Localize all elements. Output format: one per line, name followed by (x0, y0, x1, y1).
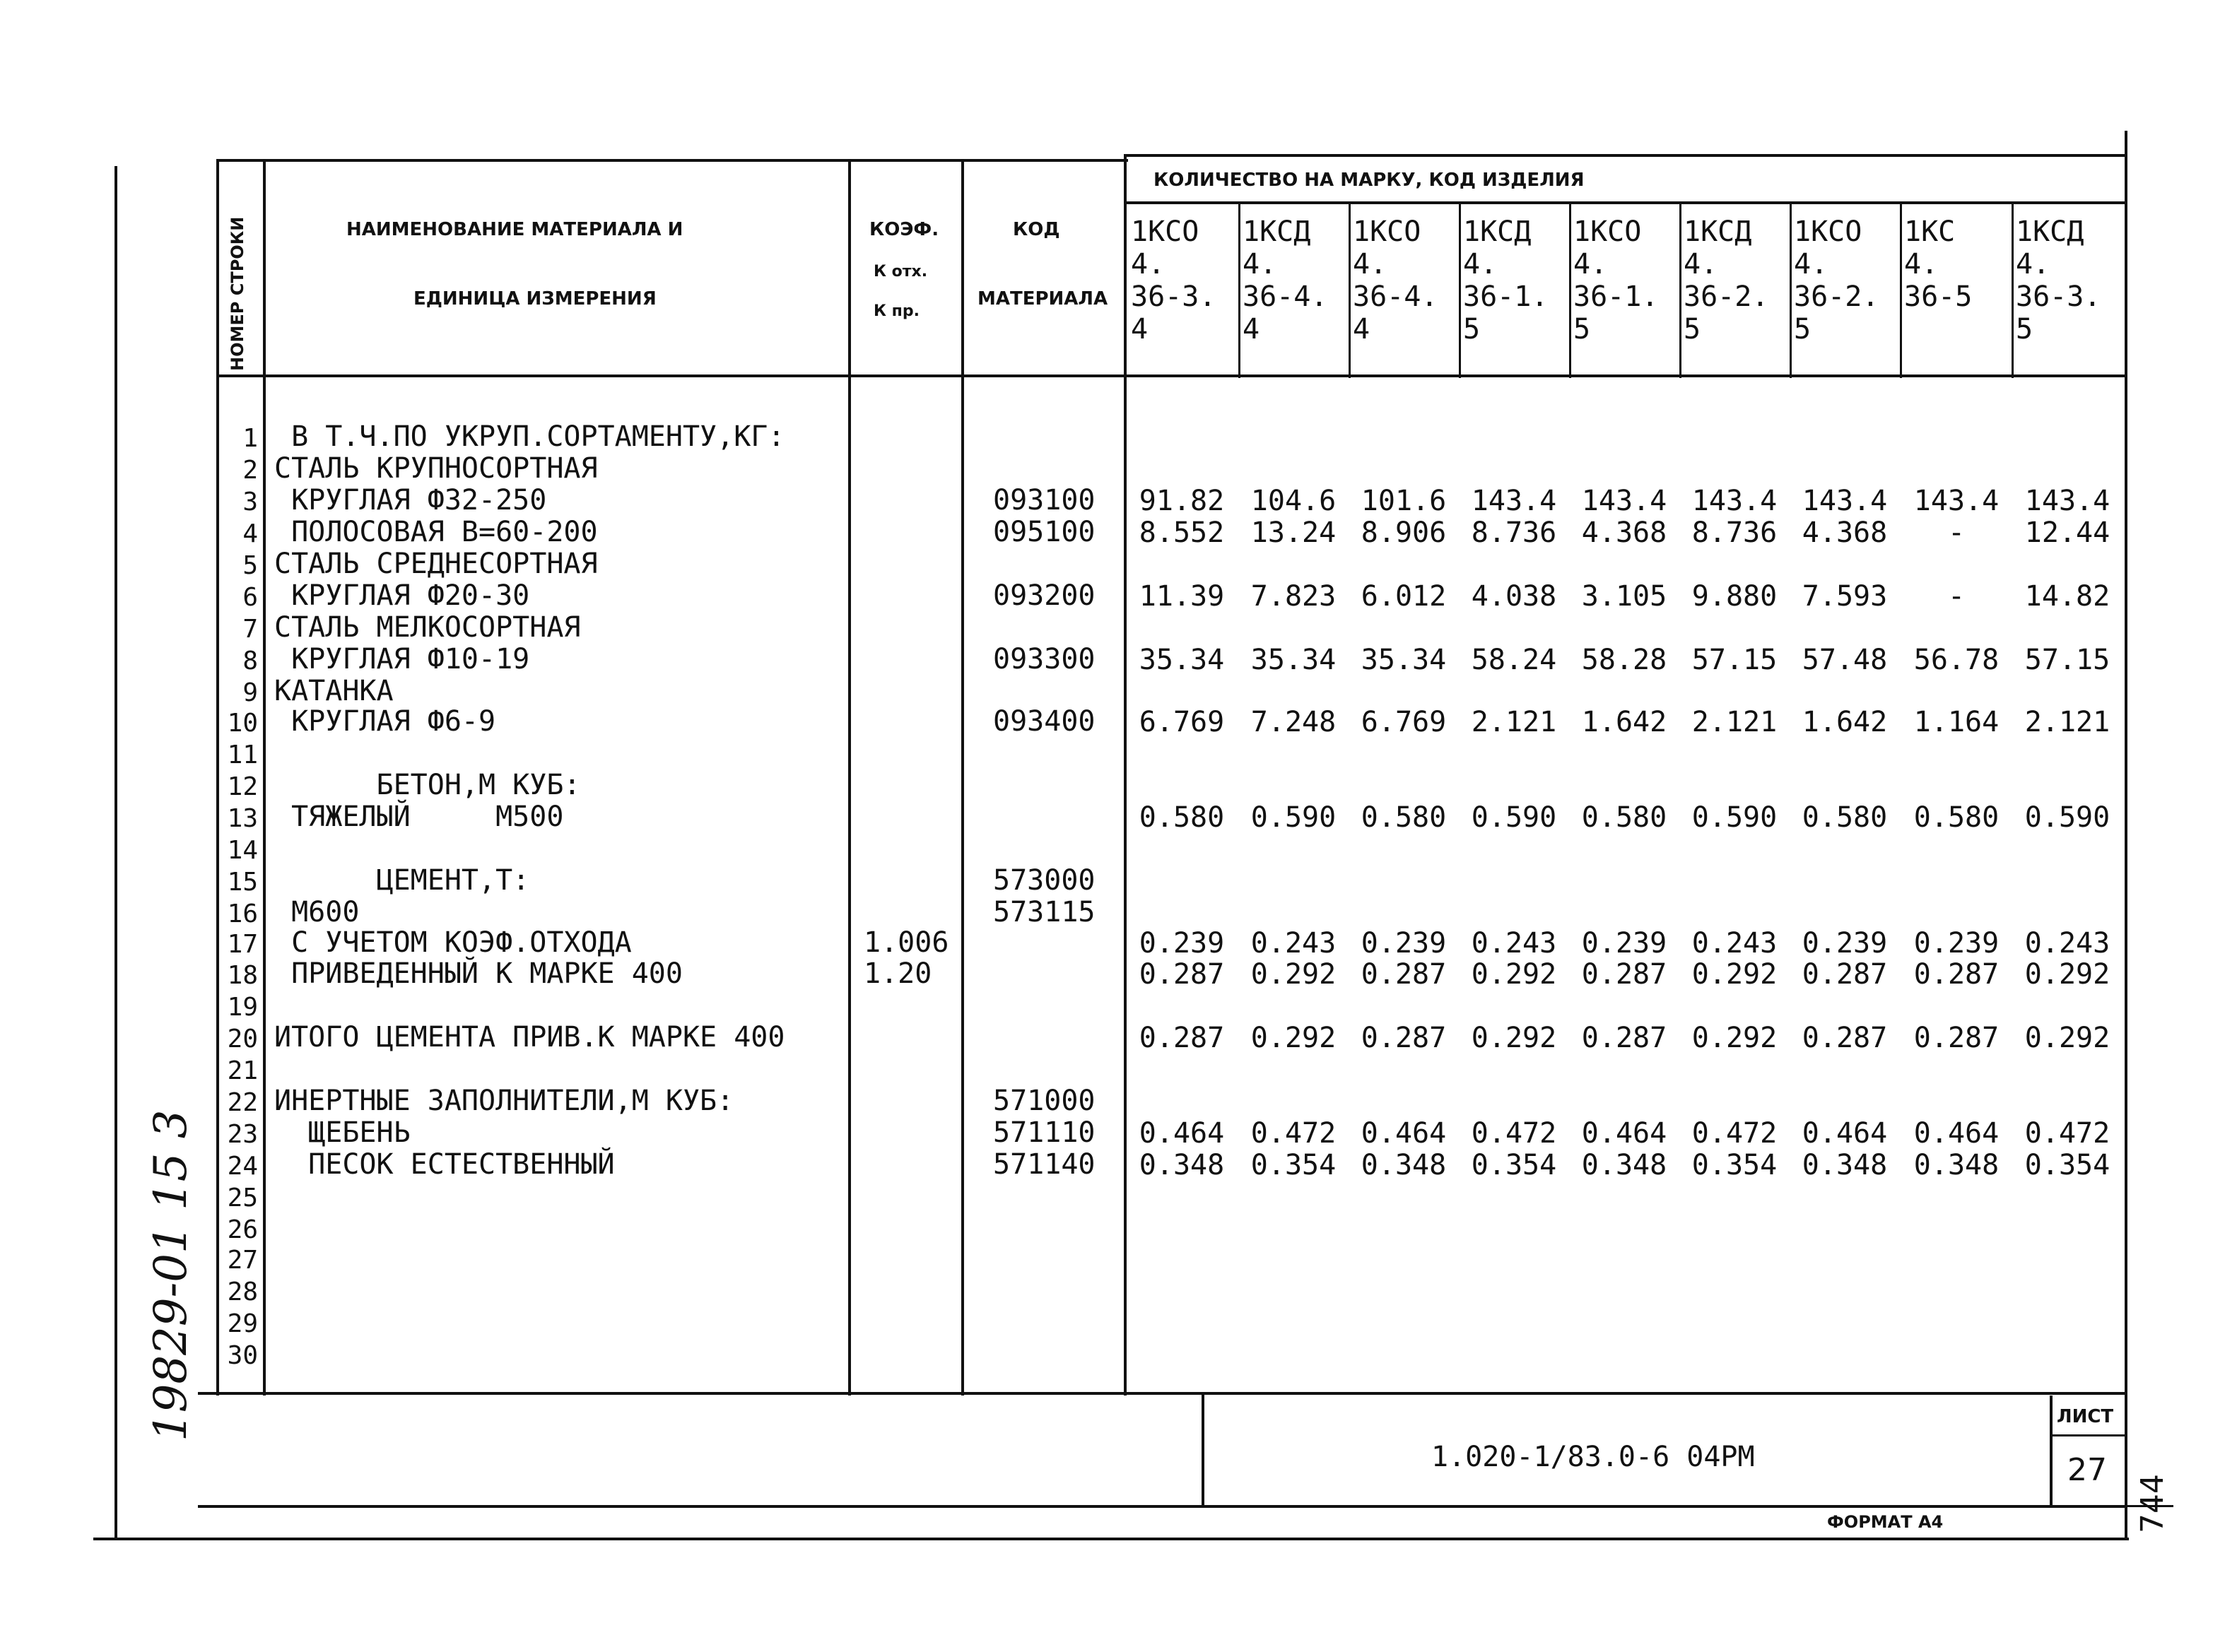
product-header-line: 5 (1684, 313, 1701, 346)
quantity-cell: 0.590 (1250, 801, 1337, 834)
quantity-cell: 0.590 (2024, 801, 2110, 834)
quantity-cell: 6.012 (1361, 580, 1447, 613)
material-name: ПОЛОСОВАЯ В=60-200 (274, 516, 598, 548)
quantity-cell: 0.292 (1250, 958, 1337, 991)
quantity-cell: 0.348 (1581, 1149, 1667, 1181)
quantity-cell: 0.348 (1361, 1149, 1447, 1181)
product-header-line: 1КСД (1684, 216, 1752, 248)
material-name: КРУГЛАЯ Ф20-30 (274, 579, 530, 612)
material-name: В Т.Ч.ПО УКРУП.СОРТАМЕНТУ,КГ: (274, 420, 785, 453)
quantity-cell: 0.348 (1802, 1149, 1888, 1181)
material-name: КРУГЛАЯ Ф6-9 (274, 705, 496, 738)
quantity-cell: 0.287 (1361, 958, 1447, 991)
quantity-cell: 57.15 (2024, 644, 2110, 676)
quantity-cell: 0.287 (1802, 958, 1888, 991)
quantity-cell: 8.736 (1471, 517, 1557, 549)
material-name: ПРИВЕДЕННЫЙ К МАРКЕ 400 (274, 957, 683, 990)
material-code: 571110 (993, 1116, 1096, 1149)
sheet-number: 27 (2067, 1452, 2107, 1488)
row-number: 5 (242, 551, 258, 580)
quantity-cell: 0.292 (2024, 1022, 2110, 1054)
quantity-cell: 143.4 (1581, 485, 1667, 517)
product-header-line: 5 (1794, 313, 1812, 346)
quantity-cell: 0.287 (1913, 1022, 2000, 1054)
prod-sep (1349, 201, 1351, 378)
product-header (1243, 216, 1327, 346)
row-number: 13 (227, 804, 258, 833)
bottom-margin-line (93, 1538, 2129, 1540)
table-bottom-line (198, 1392, 2127, 1395)
row-number: 9 (242, 678, 258, 707)
material-name: КРУГЛАЯ Ф32-250 (274, 484, 547, 517)
quantity-cell: 0.354 (1250, 1149, 1337, 1181)
quantity-cell: 1.642 (1581, 706, 1667, 738)
material-name: СТАЛЬ СРЕДНЕСОРТНАЯ (274, 548, 598, 580)
quantity-cell: 0.580 (1581, 801, 1667, 834)
material-name: ТЯЖЕЛЫЙ М500 (274, 801, 564, 833)
quantity-cell: 143.4 (1691, 485, 1778, 517)
quantity-cell: 143.4 (1471, 485, 1557, 517)
col-sep-name (848, 159, 851, 1396)
row-number: 25 (227, 1184, 258, 1213)
material-code: 093100 (993, 484, 1096, 517)
quantity-cell: 58.28 (1581, 644, 1667, 676)
product-header-line: 36-4. (1353, 281, 1438, 313)
quantity-cell: 8.736 (1691, 517, 1778, 549)
prod-sep (1790, 201, 1792, 378)
row-number: 30 (227, 1341, 258, 1370)
row-number: 29 (227, 1309, 258, 1338)
coef-header-line2: К отх. (874, 263, 928, 281)
material-code: 093200 (993, 579, 1096, 612)
quantity-cell: 0.464 (1139, 1117, 1225, 1150)
coef-header-line3: К пр. (874, 302, 920, 320)
quantity-cell: 0.292 (1471, 1022, 1557, 1054)
quantity-cell: 58.24 (1471, 644, 1557, 676)
material-code: 093400 (993, 705, 1096, 738)
product-header (1904, 216, 1972, 313)
row-number: 28 (227, 1278, 258, 1306)
qty-header: КОЛИЧЕСТВО НА МАРКУ, КОД ИЗДЕЛИЯ (1153, 170, 1585, 191)
product-header-line: 5 (1573, 313, 1591, 346)
quantity-cell: 0.292 (1691, 1022, 1778, 1054)
quantity-cell: 91.82 (1139, 485, 1225, 517)
material-code: 571000 (993, 1085, 1096, 1117)
code-header-line1: КОД (1013, 219, 1060, 240)
row-number: 21 (227, 1056, 258, 1085)
material-name: ИТОГО ЦЕМЕНТА ПРИВ.К МАРКЕ 400 (274, 1021, 785, 1054)
quantity-cell: 0.580 (1361, 801, 1447, 834)
product-header (1353, 216, 1438, 346)
row-number: 1 (242, 424, 258, 453)
bottom-frame-line (198, 1505, 2127, 1508)
col-sep-code (1124, 154, 1127, 1396)
product-header-line: 4. (1794, 248, 1828, 281)
product-header-line: 4. (2016, 248, 2050, 281)
product-header-line: 1КСО (1353, 216, 1421, 248)
product-header-line: 36-5 (1904, 281, 1973, 313)
prod-sep (1569, 201, 1571, 378)
quantity-cell: 11.39 (1139, 580, 1225, 613)
quantity-cell: 0.472 (1691, 1117, 1778, 1150)
material-code: 571140 (993, 1148, 1096, 1181)
product-header (1463, 216, 1548, 346)
product-header-line: 4 (1243, 313, 1260, 346)
product-header-line: 36-2. (1684, 281, 1769, 313)
quantity-cell: 56.78 (1913, 644, 2000, 676)
quantity-cell: 6.769 (1139, 706, 1225, 738)
quantity-cell: 0.464 (1581, 1117, 1667, 1150)
row-number: 15 (227, 868, 258, 897)
format-label: ФОРМАТ А4 (1827, 1512, 1944, 1532)
quantity-cell: 0.348 (1913, 1149, 2000, 1181)
document-code: 1.020-1/83.0-6 04РМ (1431, 1441, 1755, 1473)
material-name: БЕТОН,М КУБ: (274, 769, 581, 801)
quantity-cell: 0.239 (1913, 927, 2000, 960)
material-name: С УЧЕТОМ КОЭФ.ОТХОДА (274, 926, 632, 959)
quantity-cell: 0.287 (1139, 1022, 1225, 1054)
quantity-cell: 4.038 (1471, 580, 1557, 613)
product-header-line: 36-4. (1243, 281, 1328, 313)
quantity-cell: 143.4 (1802, 485, 1888, 517)
quantity-cell: 0.590 (1471, 801, 1557, 834)
product-header (1131, 216, 1216, 346)
product-header (1684, 216, 1768, 346)
material-name: М600 (274, 896, 360, 928)
quantity-cell: 14.82 (2024, 580, 2110, 613)
row-number: 26 (227, 1215, 258, 1244)
quantity-cell: 0.472 (2024, 1117, 2110, 1150)
prod-sep (1679, 201, 1681, 378)
product-header (1794, 216, 1879, 346)
product-header-line: 1КСД (1243, 216, 1311, 248)
product-header (2016, 216, 2101, 346)
product-header-line: 4 (1131, 313, 1149, 346)
row-number: 16 (227, 899, 258, 928)
product-header-line: 5 (2016, 313, 2033, 346)
quantity-cell: 101.6 (1361, 485, 1447, 517)
quantity-cell: 35.34 (1139, 644, 1225, 676)
right-frame-line (2125, 131, 2127, 1540)
coefficient: 1.20 (864, 957, 932, 990)
quantity-cell: 35.34 (1361, 644, 1447, 676)
quantity-cell: 0.472 (1471, 1117, 1557, 1150)
qty-top-line (1124, 154, 2127, 157)
quantity-cell: 4.368 (1581, 517, 1667, 549)
row-number: 22 (227, 1088, 258, 1117)
quantity-cell: 0.354 (2024, 1149, 2110, 1181)
quantity-cell: 1.642 (1802, 706, 1888, 738)
left-margin-line (115, 166, 117, 1540)
quantity-cell: 0.243 (1691, 927, 1778, 960)
quantity-cell: 2.121 (1471, 706, 1557, 738)
code-header-line2: МАТЕРИАЛА (977, 288, 1108, 309)
prod-sep (1459, 201, 1461, 378)
name-header-line2: ЕДИНИЦА ИЗМЕРЕНИЯ (413, 288, 657, 309)
quantity-cell: 1.164 (1913, 706, 2000, 738)
product-header (1573, 216, 1658, 346)
quantity-cell: 0.354 (1691, 1149, 1778, 1181)
quantity-cell: 0.292 (1471, 958, 1557, 991)
name-header-line1: НАИМЕНОВАНИЕ МАТЕРИАЛА И (346, 219, 683, 240)
material-name: СТАЛЬ КРУПНОСОРТНАЯ (274, 452, 598, 485)
product-header-line: 1КСД (2016, 216, 2084, 248)
quantity-cell: 57.48 (1802, 644, 1888, 676)
handwritten-inventory: 19829-01 15 3 (145, 1109, 197, 1441)
prod-sep (1238, 201, 1240, 378)
product-header-line: 4. (1243, 248, 1277, 281)
quantity-cell: 0.239 (1802, 927, 1888, 960)
material-code: 573115 (993, 896, 1096, 928)
row-number: 8 (242, 647, 258, 675)
quantity-cell: 6.769 (1361, 706, 1447, 738)
quantity-cell: 13.24 (1250, 517, 1337, 549)
quantity-cell: - (1947, 517, 1966, 549)
row-number: 3 (242, 488, 258, 517)
row-number: 19 (227, 993, 258, 1022)
quantity-cell: 0.243 (1250, 927, 1337, 960)
row-number: 12 (227, 772, 258, 801)
product-header-line: 36-3. (1131, 281, 1216, 313)
quantity-cell: 0.464 (1802, 1117, 1888, 1150)
quantity-cell: 0.580 (1139, 801, 1225, 834)
quantity-cell: 0.464 (1361, 1117, 1447, 1150)
quantity-cell: 7.823 (1250, 580, 1337, 613)
quantity-cell: 0.243 (2024, 927, 2110, 960)
quantity-cell: 0.287 (1581, 958, 1667, 991)
product-header-line: 1КСО (1131, 216, 1199, 248)
row-number: 11 (227, 741, 258, 769)
row-number-header: НОМЕР СТРОКИ (228, 216, 247, 371)
quantity-cell: 0.287 (1361, 1022, 1447, 1054)
row-number: 4 (242, 519, 258, 548)
quantity-cell: 0.243 (1471, 927, 1557, 960)
material-code: 095100 (993, 516, 1096, 548)
product-header-line: 4. (1904, 248, 1939, 281)
quantity-cell: 0.287 (1913, 958, 2000, 991)
product-header-line: 36-1. (1573, 281, 1659, 313)
quantity-cell: 0.287 (1802, 1022, 1888, 1054)
product-header-line: 4. (1684, 248, 1718, 281)
row-number: 17 (227, 930, 258, 959)
product-header-line: 36-1. (1463, 281, 1549, 313)
product-header-line: 1КСД (1463, 216, 1532, 248)
row-number: 27 (227, 1246, 258, 1275)
material-name: ЦЕМЕНТ,Т: (274, 864, 530, 897)
row-number: 23 (227, 1120, 258, 1149)
sheet-box-left (2050, 1396, 2053, 1508)
quantity-cell: 12.44 (2024, 517, 2110, 549)
quantity-cell: 8.552 (1139, 517, 1225, 549)
material-code: 093300 (993, 643, 1096, 675)
prod-sep (1900, 201, 1902, 378)
quantity-cell: 2.121 (1691, 706, 1778, 738)
quantity-cell: 7.248 (1250, 706, 1337, 738)
quantity-cell: 35.34 (1250, 644, 1337, 676)
quantity-cell: 0.472 (1250, 1117, 1337, 1150)
material-name: КАТАНКА (274, 675, 394, 707)
product-header-line: 4 (1353, 313, 1370, 346)
quantity-cell: 0.239 (1139, 927, 1225, 960)
row-number: 7 (242, 615, 258, 644)
material-code: 573000 (993, 864, 1096, 897)
quantity-cell: 143.4 (2024, 485, 2110, 517)
quantity-cell: 8.906 (1361, 517, 1447, 549)
product-header-line: 5 (1463, 313, 1481, 346)
row-number: 14 (227, 836, 258, 865)
quantity-cell: 0.580 (1913, 801, 2000, 834)
quantity-cell: 2.121 (2024, 706, 2110, 738)
quantity-cell: 57.15 (1691, 644, 1778, 676)
material-name: ЩЕБЕНЬ (274, 1116, 411, 1149)
quantity-cell: 0.292 (1250, 1022, 1337, 1054)
row-number: 2 (242, 456, 258, 485)
product-header-line: 4. (1131, 248, 1166, 281)
quantity-cell: 0.464 (1913, 1117, 2000, 1150)
quantity-cell: 0.590 (1691, 801, 1778, 834)
quantity-cell: 0.354 (1471, 1149, 1557, 1181)
product-header-line: 1КСО (1794, 216, 1862, 248)
quantity-cell: 0.580 (1802, 801, 1888, 834)
material-name: СТАЛЬ МЕЛКОСОРТНАЯ (274, 611, 581, 644)
material-name: ИНЕРТНЫЕ ЗАПОЛНИТЕЛИ,М КУБ: (274, 1085, 734, 1117)
product-header-line: 4. (1463, 248, 1498, 281)
row-number: 18 (227, 961, 258, 990)
quantity-cell: 0.292 (1691, 958, 1778, 991)
quantity-cell: 0.239 (1361, 927, 1447, 960)
product-header-line: 4. (1353, 248, 1387, 281)
row-number: 10 (227, 709, 258, 738)
table-top-line (216, 159, 1128, 162)
sheet-label: ЛИСТ (2057, 1406, 2114, 1427)
product-header-line: 1КС (1904, 216, 1956, 248)
coefficient: 1.006 (864, 926, 949, 959)
row-number: 20 (227, 1025, 258, 1054)
material-name: КРУГЛАЯ Ф10-19 (274, 643, 530, 675)
quantity-cell: 7.593 (1802, 580, 1888, 613)
coef-header-line1: КОЭФ. (869, 219, 939, 240)
quantity-cell: 0.292 (2024, 958, 2110, 991)
product-header-line: 1КСО (1573, 216, 1642, 248)
header-bottom-line (216, 374, 2127, 377)
row-number: 6 (242, 583, 258, 612)
quantity-cell: 0.287 (1581, 1022, 1667, 1054)
quantity-cell: - (1947, 580, 1966, 613)
col-sep-coef (961, 159, 964, 1396)
row-number: 24 (227, 1152, 258, 1181)
qty-subheader-line (1124, 201, 2127, 204)
product-header-line: 4. (1573, 248, 1608, 281)
quantity-cell: 143.4 (1913, 485, 2000, 517)
product-header-line: 36-3. (2016, 281, 2101, 313)
product-header-line: 36-2. (1794, 281, 1879, 313)
prod-sep (2012, 201, 2014, 378)
sheet-box-mid (2050, 1434, 2127, 1436)
quantity-cell: 3.105 (1581, 580, 1667, 613)
material-name: ПЕСОК ЕСТЕСТВЕННЫЙ (274, 1148, 615, 1181)
quantity-cell: 0.239 (1581, 927, 1667, 960)
quantity-cell: 9.880 (1691, 580, 1778, 613)
side-page-number: 744 (2135, 1474, 2171, 1533)
quantity-cell: 0.348 (1139, 1149, 1225, 1181)
title-block-sep (1202, 1392, 1204, 1508)
quantity-cell: 104.6 (1250, 485, 1337, 517)
col-sep-rownum (263, 159, 266, 1396)
quantity-cell: 0.287 (1139, 958, 1225, 991)
quantity-cell: 4.368 (1802, 517, 1888, 549)
